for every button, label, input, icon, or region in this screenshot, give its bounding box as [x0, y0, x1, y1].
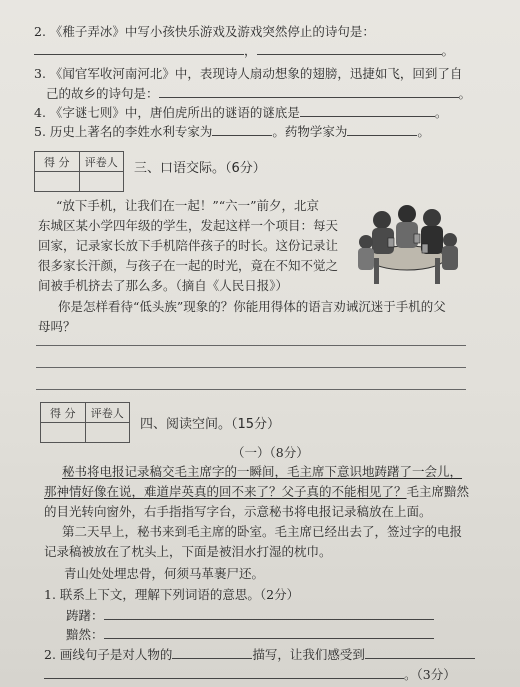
- grader-cell[interactable]: [79, 172, 124, 192]
- word-1-label: 踌躇：: [66, 608, 104, 623]
- section-4-title: 四、阅读空间。（15分）: [140, 417, 281, 432]
- word-2-row: [66, 626, 434, 643]
- punctuation: 。: [441, 43, 455, 58]
- passage-4-line: 的目光转向窗外，右手指指写字台，示意秘书将电报记录稿放在上面。: [44, 504, 432, 519]
- reading-question-2-text: 2. 画线句子是对人物的: [44, 647, 173, 662]
- question-5-text: 5. 历史上著名的李姓水利专家为: [34, 124, 213, 139]
- question-2-text: 2. 《稚子弄冰》中写小孩快乐游戏及游戏突然停止的诗句是：: [34, 24, 375, 39]
- reading-question-2: [44, 646, 475, 663]
- question-3-text-cont: 己的故乡的诗句是：: [46, 86, 159, 101]
- passage-4-line: 记录稿被放在了枕头上，下面是被泪水打湿的枕巾。: [44, 544, 332, 559]
- punctuation: 。: [417, 124, 430, 139]
- passage-3-line: “放下手机，让我们在一起！”“六一”前夕，北京: [56, 198, 320, 213]
- grader-cell[interactable]: [85, 423, 130, 443]
- answer-blank[interactable]: [300, 104, 435, 117]
- question-3-prompt: 你是怎样看待“低头族”现象的？你能用得体的语言劝诫沉迷于手机的父: [58, 299, 446, 314]
- question-5: [34, 123, 430, 140]
- reading-question-1: 1. 联系上下文，理解下列词语的意思。（2分）: [44, 587, 300, 602]
- word-2-label: 黯然：: [66, 627, 104, 642]
- grader-header: 评卷人: [85, 403, 130, 423]
- score-header: 得 分: [41, 403, 86, 423]
- question-3-text: 3. 《闻官军收河南河北》中，表现诗人扇动想象的翅膀，迅捷如飞，回到了自: [34, 66, 463, 81]
- word-1-row: [66, 607, 434, 624]
- passage-3-line: 很多家长汗颜，与孩子在一起的时光，竟在不知不觉之: [38, 258, 339, 273]
- underlined-sentence: 秘书将电报记录稿交毛主席字的一瞬间，毛主席下意识地踌躇了一会儿，: [62, 464, 463, 479]
- question-3-line1: [34, 66, 462, 82]
- answer-line[interactable]: [36, 389, 466, 390]
- answer-blank[interactable]: [257, 42, 442, 55]
- passage-3-line: 回家，记录家长放下手机陪伴孩子的时长。这份记录让: [38, 238, 339, 253]
- question-5-text-b: 。药物学家为: [272, 124, 348, 139]
- punctuation: ，: [244, 43, 257, 58]
- score-table-section-3: [34, 151, 124, 192]
- passage-4-line: [44, 484, 469, 500]
- answer-blank[interactable]: [365, 646, 475, 659]
- passage-3-line: 间被手机挤去了那么多。（摘自《人民日报》）: [38, 278, 289, 293]
- reading-question-2-text-b: 描写，让我们感受到: [252, 647, 365, 662]
- answer-blank[interactable]: [104, 626, 434, 639]
- reading-part-1-title: （一）（8分）: [232, 445, 309, 460]
- passage-4-poem-line: 青山处处埋忠骨，何须马革裹尸还。: [64, 566, 265, 581]
- question-3-line2: [46, 85, 471, 102]
- answer-line[interactable]: [36, 367, 466, 368]
- score-header: 得 分: [35, 152, 80, 172]
- passage-4-line: 第二天早上，秘书来到毛主席的卧室。毛主席已经出去了，签过字的电报: [62, 524, 463, 539]
- punctuation: 。: [458, 86, 472, 101]
- grader-header: 评卷人: [79, 152, 124, 172]
- question-4-text: 4. 《字谜七则》中，唐伯虎所出的谜语的谜底是: [34, 105, 300, 120]
- score-cell[interactable]: [35, 172, 80, 192]
- answer-blank[interactable]: [347, 123, 417, 136]
- answer-blank[interactable]: [212, 123, 272, 136]
- answer-blank[interactable]: [104, 607, 434, 620]
- question-3-prompt-cont: 母吗？: [38, 319, 76, 334]
- answer-line[interactable]: [36, 345, 466, 346]
- family-phone-illustration: [352, 198, 462, 290]
- answer-blank[interactable]: [159, 85, 459, 98]
- section-3-title: 三、口语交际。（6分）: [134, 161, 266, 176]
- passage-4-text: 毛主席黯然: [406, 484, 470, 499]
- answer-blank[interactable]: [44, 666, 404, 679]
- score-cell[interactable]: [41, 423, 86, 443]
- reading-question-2-end: 。（3分）: [404, 667, 456, 682]
- question-4: [34, 104, 447, 121]
- answer-blank[interactable]: [34, 42, 244, 55]
- passage-3-line: 东城区某小学四年级的学生，发起这样一个项目：每天: [38, 218, 339, 233]
- answer-blank[interactable]: [172, 646, 252, 659]
- question-2-answer-line: [34, 42, 454, 59]
- question-2: [34, 24, 375, 40]
- reading-question-2-cont: [44, 666, 456, 683]
- underlined-sentence: 那神情好像在说，难道岸英真的回不来了？父子真的不能相见了？: [44, 484, 407, 499]
- punctuation: 。: [434, 105, 448, 120]
- score-table-section-4: [40, 402, 130, 443]
